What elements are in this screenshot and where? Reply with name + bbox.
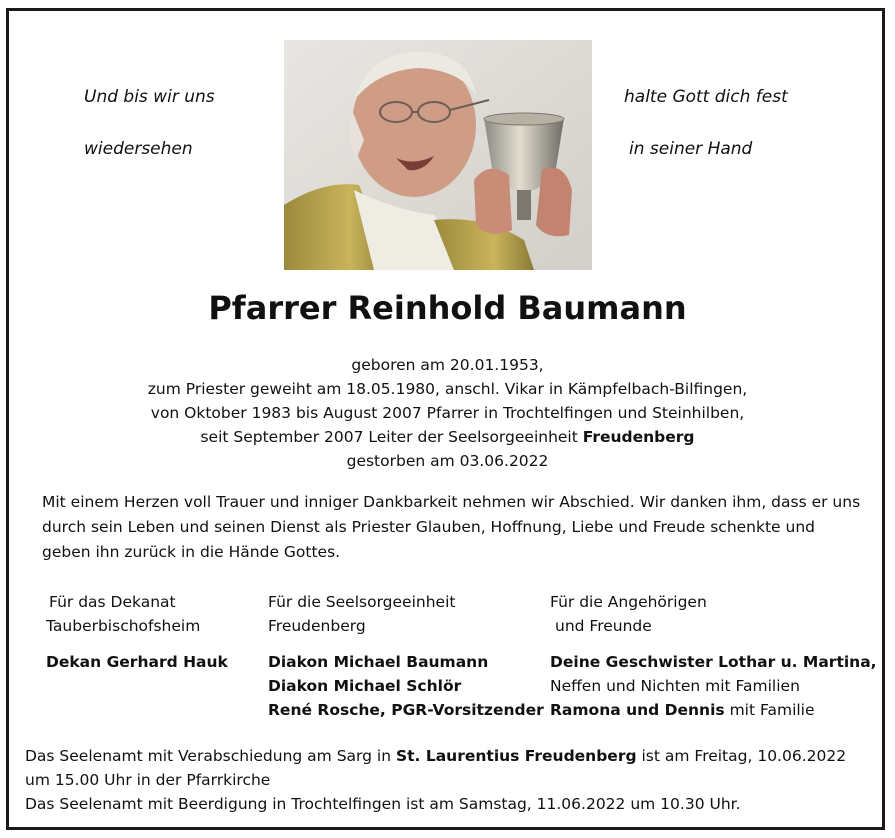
service-time: um 15.00 Uhr in der Pfarrkirche <box>25 771 271 789</box>
parish-heading: Für die Seelsorgeeinheit <box>268 593 456 611</box>
deanery-heading-place: Tauberbischofsheim <box>46 617 201 635</box>
verse-left-top: Und bis wir uns <box>84 87 215 107</box>
signature-deanery <box>46 590 228 674</box>
family-siblings: Deine Geschwister Lothar u. Martina, <box>550 653 877 671</box>
deanery-signer: Dekan Gerhard Hauk <box>46 653 228 671</box>
verse-left-bottom: wiedersehen <box>84 139 193 159</box>
biography <box>0 353 895 473</box>
farewell-paragraph: Mit einem Herzen voll Trauer und inniger Dankbarkeit nehmen wir Abschied. Wir danken ihm, dass er uns durch sein Leben und seinen Dienst als Priester Glauben, Hoffnung, Liebe und Freude schenkte und geben ihn zurück in die Hände Gottes. <box>42 493 861 561</box>
verse-right-bottom: in seiner Hand <box>629 139 753 159</box>
parish-signer-1: Diakon Michael Baumann <box>268 653 489 671</box>
family-heading: Für die Angehörigen <box>550 593 707 611</box>
portrait-photo <box>284 40 592 270</box>
bio-ordination: zum Priester geweiht am 18.05.1980, anschl. Vikar in Kämpfelbach-Bilfingen, <box>147 380 748 398</box>
bio-leader: seit September 2007 Leiter der Seelsorgeeinheit Freudenberg <box>200 428 695 446</box>
bio-pastor: von Oktober 1983 bis August 2007 Pfarrer in Trochtelfingen und Steinhilben, <box>150 404 745 422</box>
verse-right-top: halte Gott dich fest <box>624 87 788 107</box>
signature-parish <box>268 590 544 722</box>
service-burial: Das Seelenamt mit Beerdigung in Trochtelfingen ist am Samstag, 11.06.2022 um 10.30 Uhr. <box>25 795 741 813</box>
family-nephews: Neffen und Nichten mit Familien <box>550 677 800 695</box>
bio-death: gestorben am 03.06.2022 <box>346 452 549 470</box>
deanery-heading: Für das Dekanat <box>49 593 176 611</box>
bio-birth: geboren am 20.01.1953, <box>351 356 544 374</box>
signature-family <box>550 590 877 722</box>
parish-heading-place: Freudenberg <box>268 617 366 635</box>
service-info <box>25 744 875 816</box>
deceased-name: Pfarrer Reinhold Baumann <box>208 289 687 327</box>
family-ramona-dennis: Ramona und Dennis mit Familie <box>550 701 815 719</box>
parish-signer-2: Diakon Michael Schlör <box>268 677 462 695</box>
parish-signer-3: René Rosche, PGR-Vorsitzender <box>268 701 544 719</box>
service-farewell: Das Seelenamt mit Verabschiedung am Sarg in St. Laurentius Freudenberg ist am Freitag, 10.06.2022 <box>25 747 847 765</box>
family-heading-2: und Freunde <box>555 617 652 635</box>
